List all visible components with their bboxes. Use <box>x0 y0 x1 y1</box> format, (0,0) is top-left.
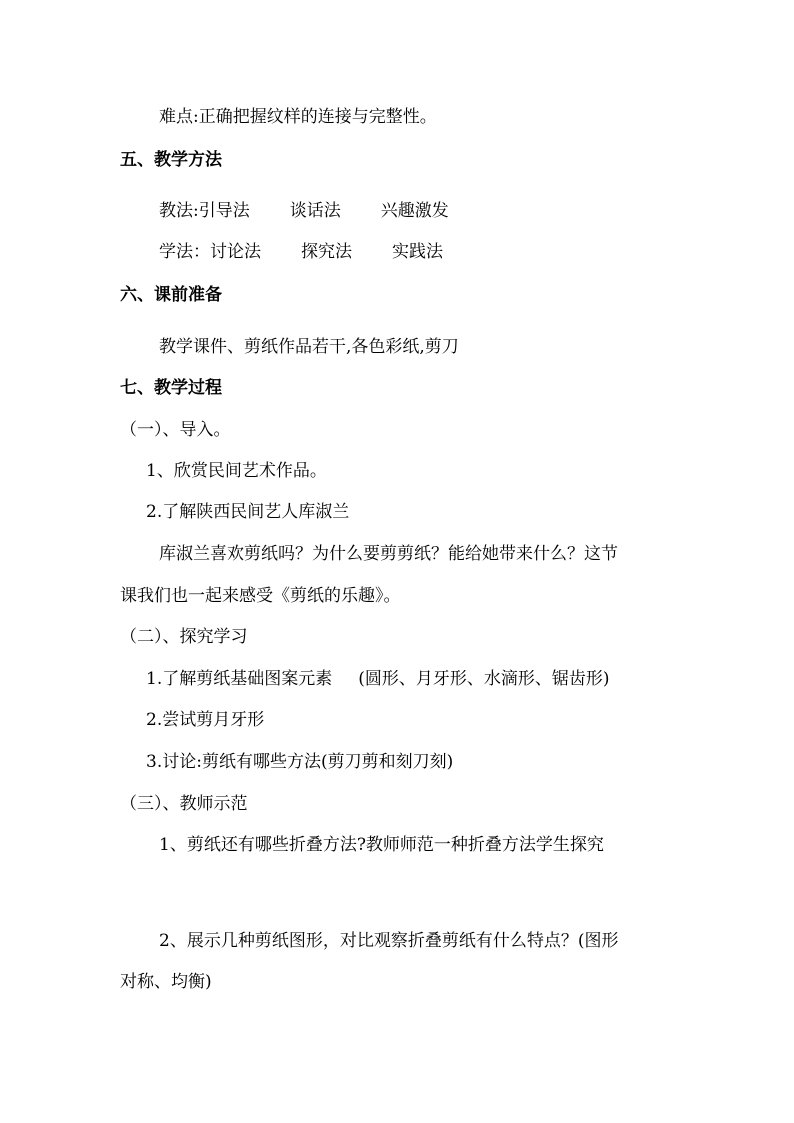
part-1-paragraph-line-1: 库淑兰喜欢剪纸吗？为什么要剪剪纸？能给她带来什么？这节 <box>159 544 618 564</box>
part-2-item-2: 2.尝试剪月牙形 <box>146 710 265 730</box>
part-1-heading: （一）、导入。 <box>120 420 231 440</box>
part-2-item-3: 3.讨论:剪纸有哪些方法(剪刀剪和刻刀刻) <box>146 752 454 772</box>
teaching-method-item: 兴趣激发 <box>380 201 449 221</box>
teaching-methods-label: 教法: <box>159 201 199 221</box>
part-3-heading: （三）、教师示范 <box>120 794 248 814</box>
part-1-paragraph-line-2: 课我们也一起来感受《剪纸的乐趣》。 <box>120 586 401 606</box>
section-6-heading: 六、课前准备 <box>120 285 222 305</box>
teaching-method-item: 谈话法 <box>289 201 341 221</box>
part-2-heading: （二）、探究学习 <box>120 627 248 647</box>
part-2-item-1-text: 1.了解剪纸基础图案元素 <box>146 669 333 689</box>
learning-method-item: 实践法 <box>392 242 443 262</box>
part-3-item-1: 1、剪纸还有哪些折叠方法?教师师范一种折叠方法学生探究 <box>159 835 604 855</box>
part-1-item-1: 1、欣赏民间艺术作品。 <box>146 461 327 481</box>
section-5-heading: 五、教学方法 <box>120 150 222 170</box>
section-7-heading: 七、教学过程 <box>120 378 222 398</box>
learning-method-item: 探究法 <box>301 242 352 262</box>
teaching-methods-row <box>159 199 449 223</box>
preparation-text: 教学课件、剪纸作品若干,各色彩纸,剪刀 <box>159 337 459 357</box>
part-3-item-2-line-2: 对称、均衡) <box>120 972 212 992</box>
learning-methods-label: 学法： <box>159 242 210 262</box>
learning-methods-row <box>159 240 443 264</box>
teaching-method-item: 引导法 <box>198 201 250 221</box>
part-2-item-1-extra: (圆形、月牙形、水滴形、锯齿形) <box>358 669 610 689</box>
learning-method-item: 讨论法 <box>210 242 261 262</box>
difficulty-text: 难点:正确把握纹样的连接与完整性。 <box>159 107 437 127</box>
part-3-item-2-line-1: 2、展示几种剪纸图形，对比观察折叠剪纸有什么特点？(图形 <box>159 931 619 951</box>
part-1-item-2: 2.了解陕西民间艺人库淑兰 <box>146 502 350 522</box>
part-2-item-1 <box>146 667 610 691</box>
